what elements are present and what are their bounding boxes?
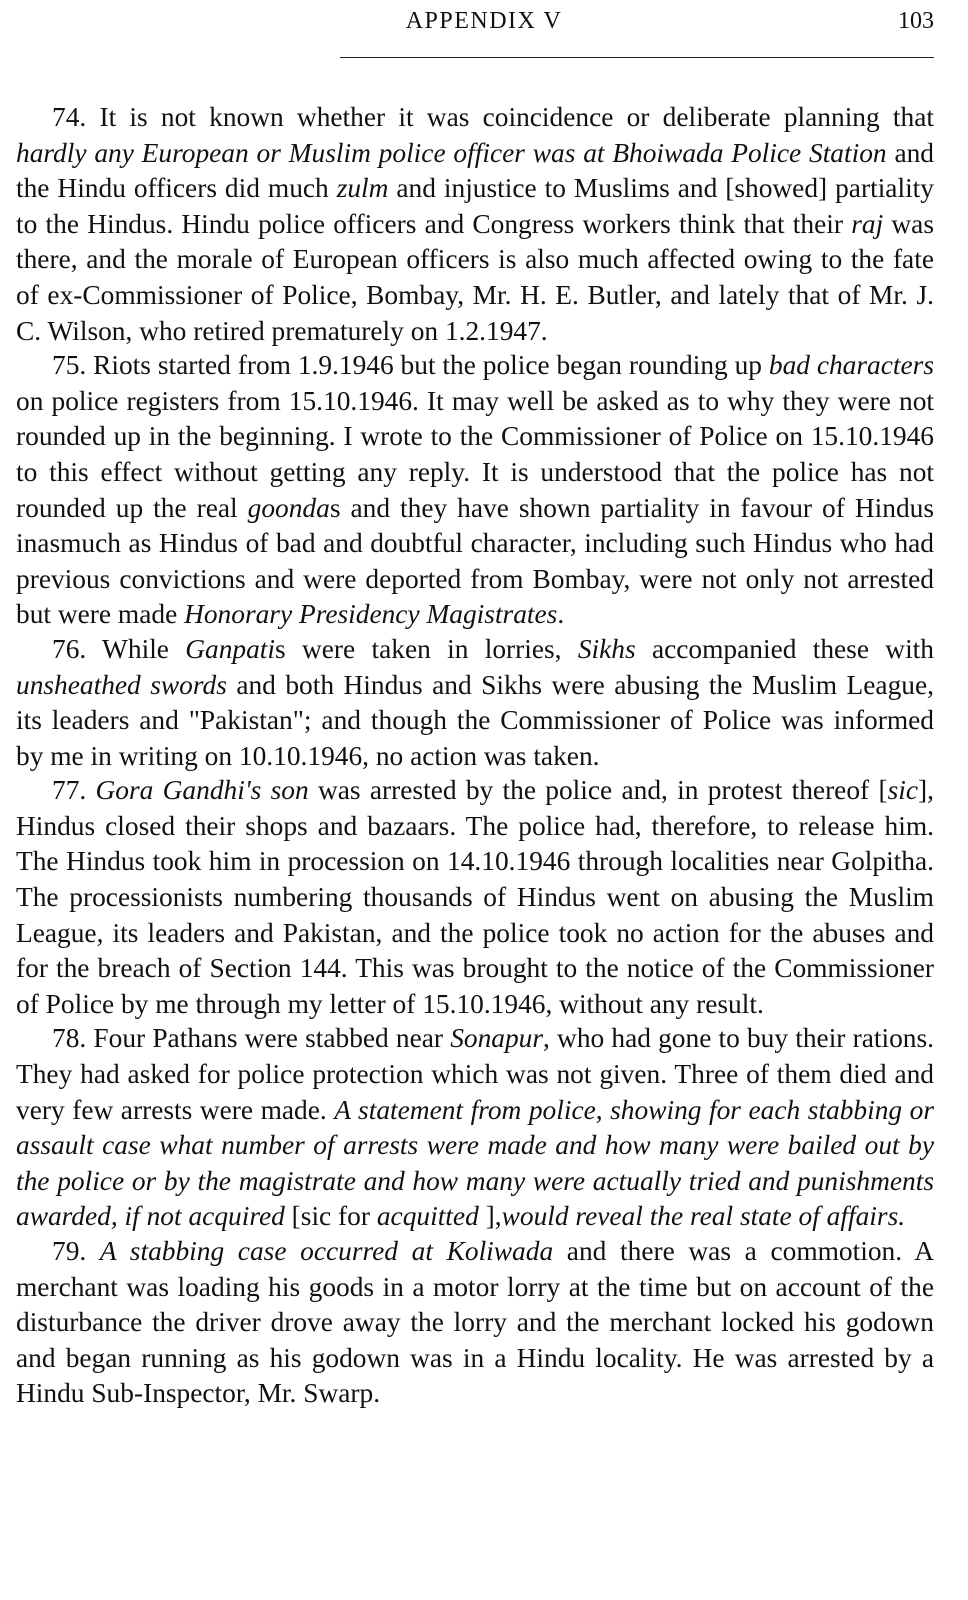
italic-text: hardly any European or Muslim police officer was at Bhoiwada Police Station — [16, 137, 887, 168]
text-run: . — [557, 599, 565, 630]
italic-text: goonda — [247, 492, 330, 523]
italic-text: bad characters — [768, 350, 934, 381]
italic-text: Sonapur — [450, 1023, 544, 1054]
text-run: s were taken in lorries, — [275, 633, 578, 664]
paragraph — [16, 100, 934, 349]
italic-text: raj — [851, 208, 884, 239]
text-run: , who had gone to buy their rations. They had asked for police protection which was not given. Three of them died and very few arrests were made. — [16, 1023, 934, 1125]
italic-text: Ganpati — [185, 633, 276, 664]
text-run: and the Hindu officers did much — [16, 137, 934, 204]
text-run: was arrested by the police and, in protest thereof [ — [308, 775, 888, 806]
italic-text: Sikhs — [577, 633, 636, 664]
text-run: 74. It is not known whether it was coincidence or deliberate planning that — [52, 102, 934, 132]
text-run: was there, and the morale of European officers is also much affected owing to the fate of ex-Commissioner of Police, Bombay, Mr. H. E. Butler, and lately that of Mr. J. C. Wilson, who retired prematurely on 1.2.1947. — [16, 208, 935, 346]
paragraph — [16, 632, 934, 774]
italic-text: Honorary Presidency Magistrates — [184, 599, 558, 630]
text-run: on police registers from 15.10.1946. It may well be asked as to why they were not rounded up in the beginning. I wrote to the Commissioner of Police on 15.10.1946 to this effect without getting any reply. It is understood that the police has not rounded up the real — [16, 385, 934, 523]
italic-text: would reveal the real state of affairs. — [501, 1201, 906, 1232]
text-run: [sic for — [284, 1201, 377, 1232]
text-run: ], — [478, 1201, 502, 1232]
paragraph — [16, 773, 934, 1022]
italic-text: sic — [887, 775, 919, 806]
italic-text: zulm — [336, 173, 389, 204]
text-run: 75. Riots started from 1.9.1946 but the police began rounding up — [52, 350, 769, 381]
paragraph — [16, 1234, 934, 1412]
text-run: accompanied these with — [635, 633, 934, 664]
text-run: and both Hindus and Sikhs were abusing the Muslim League, its leaders and "Pakistan"; and though the Commissioner of Police was informed by me in writing on 10.10.1946, no action was taken. — [16, 669, 934, 771]
italic-text: unsheathed swords — [16, 669, 227, 700]
italic-text: Gora Gandhi's son — [95, 775, 309, 806]
header-rule — [340, 57, 934, 58]
text-run: s and they have shown partiality in favour of Hindus inasmuch as Hindus of bad and doubtful character, including such Hindus who had previous convictions and were deported from Bombay, were not only not arrested but were made — [16, 492, 934, 630]
page-number: 103 — [898, 8, 934, 34]
text-run: and there was a commotion. A merchant was loading his goods in a motor lorry at the time but on account of the disturbance the driver drove away the lorry and the merchant locked his godown and began running as his godown was in a Hindu locality. He was arrested by a Hindu Sub-Inspector, Mr. Swarp. — [16, 1236, 935, 1409]
text-run: 77. — [52, 775, 96, 806]
running-head: APPENDIX V — [405, 8, 563, 34]
paragraph — [16, 1021, 934, 1235]
page-header — [0, 6, 968, 40]
text-run: 79. — [52, 1236, 100, 1266]
text-run: 76. While — [52, 633, 186, 664]
italic-text: A stabbing case occurred at Koliwada — [99, 1236, 554, 1266]
italic-text: A statement from police, showing for each stabbing or assault case what number of arrests were made and how many were bailed out by the police or by the magistrate and how many were actually tried and punishments awarded, if not acquired — [16, 1094, 934, 1232]
italic-text: acquitted — [376, 1201, 479, 1232]
text-run: and injustice to Muslims and [showed] partiality to the Hindus. Hindu police officers and Congress workers think that their — [16, 173, 934, 239]
body-text — [16, 100, 934, 1412]
text-run: 78. Four Pathans were stabbed near — [52, 1023, 451, 1054]
text-run: ], Hindus closed their shops and bazaars. The police had, therefore, to release him. The Hindus took him in procession on 14.10.1946 through localities near Golpitha. The processionists numbering thousands of Hindus went on abusing the Muslim League, its leaders and Pakistan, and the police took no action for the abuses and for the breach of Section 144. This was brought to the notice of the Commissioner of Police by me through my letter of 15.10.1946, without any result. — [16, 775, 934, 1019]
paragraph — [16, 348, 934, 633]
